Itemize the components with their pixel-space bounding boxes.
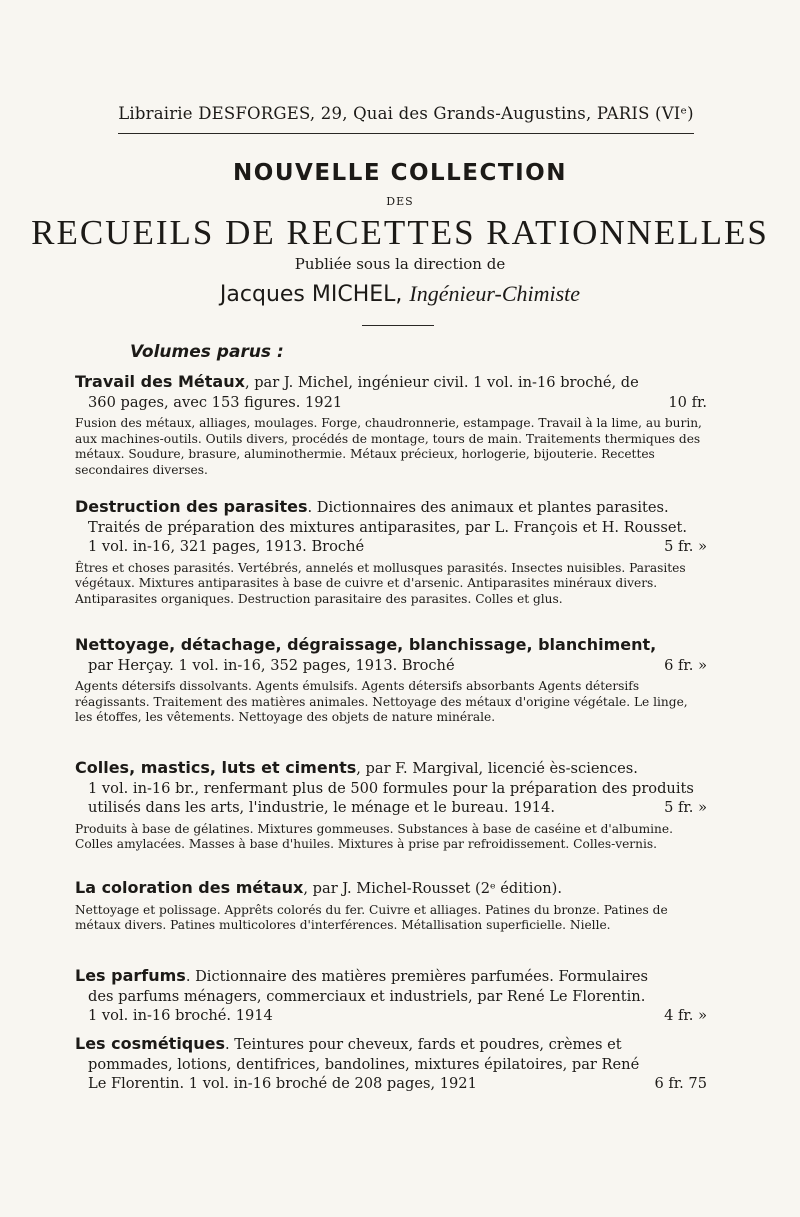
director-line [0, 281, 800, 307]
entry-main [75, 878, 707, 899]
entry-details: 360 pages, avec 153 figures. 1921 [88, 393, 343, 411]
catalog-entry [75, 758, 707, 853]
catalog-entry [75, 497, 707, 607]
header-rule [118, 133, 694, 134]
entry-description: Êtres et choses parasités. Vertébrés, annelés et mollusques parasités. Insectes nuisibles. Parasites végétaux. Mixtures antiparasites à base de cuivre et d'arsenic. Antiparasites minéraux divers. Antiparasites organiques. Destruction parasitaire des parasites. Colles et glus. [75, 560, 686, 606]
entry-line [75, 497, 707, 518]
entry-title: Destruction des parasites [75, 497, 308, 516]
entry-price: 5 fr. » [664, 538, 707, 555]
entry-main [75, 497, 707, 557]
catalog-entry [75, 635, 707, 726]
series-title: RECUEILS DE RECETTES RATIONNELLES [31, 213, 769, 252]
entry-description: Agents détersifs dissolvants. Agents émulsifs. Agents détersifs absorbants Agents détersifs réagissants. Traitement des matières animales. Nettoyage des métaux d'origine végétale. Le linge, les étoffes, les vêtements. Nettoyage des objets de nature minérale. [75, 679, 688, 724]
entry-price: 5 fr. » [664, 799, 707, 816]
catalog-entry [75, 1034, 707, 1094]
entry-line [75, 635, 707, 656]
entry-title: Les parfums [75, 966, 186, 985]
entry-byline: . Dictionnaires des animaux et plantes parasites. [307, 499, 669, 516]
entry-title: Les cosmétiques [75, 1034, 226, 1053]
entry-description: Fusion des métaux, alliages, moulages. Forge, chaudronnerie, estampage. Travail à la lime, au burin, aux machines-outils. Outils divers, procédés de montage, tours de main. Traitements thermiques des métaux. Soudure, brasure, aluminothermie. Métaux précieux, horlogerie, bijouterie. Recettes secondaires diverses. [75, 416, 702, 477]
entry-line [75, 779, 707, 818]
entry-byline: . Teintures pour cheveux, fards et poudres, crèmes et [225, 1036, 622, 1053]
short-rule [362, 325, 434, 326]
entry-details: 1 vol. in-16, 321 pages, 1913. Broché [88, 538, 365, 555]
entry-details: 1 vol. in-16 broché. 1914 [88, 1007, 273, 1024]
entry-price: 6 fr. 75 [654, 1075, 707, 1092]
entry-price: 10 fr. [668, 393, 707, 411]
entry-title: La coloration des métaux [75, 878, 304, 897]
entry-title: Nettoyage, détachage, dégraissage, blanchissage, blanchiment, [75, 635, 657, 654]
entry-line [75, 966, 707, 987]
entry-line [75, 537, 707, 557]
entry-main [75, 372, 707, 412]
entry-line [75, 1034, 707, 1055]
entry-details: pommades, lotions, dentifrices, bandolines, mixtures épilatoires, par René [88, 1055, 640, 1073]
entry-line [75, 1006, 707, 1026]
director-title: Ingénieur-Chimiste [409, 281, 581, 306]
entry-main [75, 758, 707, 818]
director-name: Jacques MICHEL, [219, 282, 403, 307]
entry-line [75, 393, 707, 413]
entry-details: des parfums ménagers, commerciaux et industriels, par René Le Florentin. [88, 987, 646, 1005]
catalog-entry [75, 372, 707, 478]
published-by: Publiée sous la direction de [294, 255, 506, 273]
entry-byline: , par F. Margival, licencié ès-sciences. [356, 760, 638, 777]
catalog-entry [75, 878, 707, 934]
collection-des: DES [386, 195, 414, 208]
entry-details: par Herçay. 1 vol. in-16, 352 pages, 1913. Broché [88, 656, 455, 674]
volumes-heading: Volumes parus : [130, 342, 284, 362]
entry-title: Colles, mastics, luts et ciments [75, 758, 357, 777]
entry-line [75, 1074, 707, 1094]
entry-details: Le Florentin. 1 vol. in-16 broché de 208 pages, 1921 [88, 1075, 477, 1092]
entry-description: Nettoyage et polissage. Apprêts colorés du fer. Cuivre et alliages. Patines du bronze. Patines de métaux divers. Patines multicolores d'interférences. Métallisation superficielle. Nielle. [75, 902, 668, 932]
entry-description: Produits à base de gélatines. Mixtures gommeuses. Substances à base de caséine et d'albumine. Colles amylacées. Masses à base d'huiles. Mixtures à prise par refroidissement. Colles-vernis. [75, 821, 673, 851]
entry-main [75, 1034, 707, 1094]
entry-line [75, 758, 707, 779]
catalog-entry [75, 966, 707, 1026]
entry-line [75, 878, 707, 899]
entry-line [75, 372, 707, 393]
entry-details: Traités de préparation des mixtures antiparasites, par L. François et H. Rousset. [88, 518, 687, 536]
collection-title: NOUVELLE COLLECTION [233, 160, 567, 186]
publisher-header: Librairie DESFORGES, 29, Quai des Grands-Augustins, PARIS (VIᵉ) [118, 104, 694, 123]
entry-line [75, 656, 707, 676]
entry-main [75, 635, 707, 675]
entry-title: Travail des Métaux [75, 372, 245, 391]
entry-price: 6 fr. » [664, 656, 707, 674]
entry-byline: . Dictionnaire des matières premières parfumées. Formulaires [185, 968, 648, 985]
entry-details: 1 vol. in-16 br., renfermant plus de 500 formules pour la préparation des produits utilisés dans les arts, l'industrie, le ménage et le bureau. 1914. [88, 779, 694, 816]
entry-byline: , par J. Michel, ingénieur civil. 1 vol. in-16 broché, de [244, 374, 639, 391]
entry-price: 4 fr. » [664, 1007, 707, 1024]
entry-byline: , par J. Michel-Rousset (2ᵉ édition). [303, 880, 562, 897]
entry-main [75, 966, 707, 1026]
